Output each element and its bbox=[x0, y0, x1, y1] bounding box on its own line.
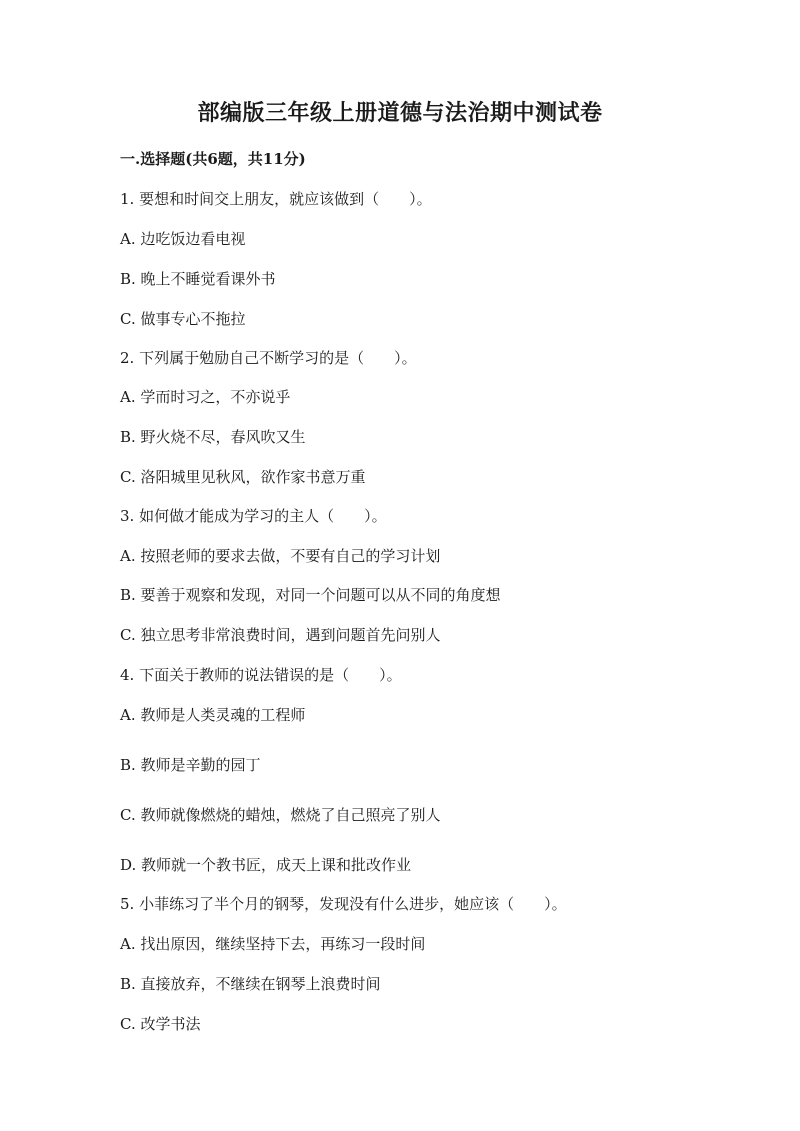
question-2-stem: 2. 下列属于勉励自己不断学习的是（ ）。 bbox=[120, 349, 417, 367]
question-3-option-a: A. 按照老师的要求去做，不要有自己的学习计划 bbox=[120, 547, 441, 565]
question-3-option-c: C. 独立思考非常浪费时间，遇到问题首先问别人 bbox=[120, 626, 441, 644]
question-2-option-c: C. 洛阳城里见秋风，欲作家书意万重 bbox=[120, 468, 366, 486]
section-heading: 一.选择题(共6题，共11分) bbox=[120, 150, 306, 168]
question-3-stem: 3. 如何做才能成为学习的主人（ ）。 bbox=[120, 507, 387, 525]
question-1-stem: 1. 要想和时间交上朋友，就应该做到（ ）。 bbox=[120, 190, 432, 208]
question-4-option-a: A. 教师是人类灵魂的工程师 bbox=[120, 706, 306, 724]
question-4-stem: 4. 下面关于教师的说法错误的是（ ）。 bbox=[120, 666, 402, 684]
question-1-option-b: B. 晚上不睡觉看课外书 bbox=[120, 270, 276, 288]
question-5-option-a: A. 找出原因，继续坚持下去，再练习一段时间 bbox=[120, 935, 426, 953]
question-1-option-a: A. 边吃饭边看电视 bbox=[120, 230, 246, 248]
question-2-option-a: A. 学而时习之，不亦说乎 bbox=[120, 388, 291, 406]
question-4-option-d: D. 教师就一个教书匠，成天上课和批改作业 bbox=[120, 856, 412, 874]
exam-title: 部编版三年级上册道德与法治期中测试卷 bbox=[197, 100, 603, 126]
question-2-option-b: B. 野火烧不尽，春风吹又生 bbox=[120, 428, 306, 446]
question-5-option-b: B. 直接放弃，不继续在钢琴上浪费时间 bbox=[120, 975, 381, 993]
question-4-option-b: B. 教师是辛勤的园丁 bbox=[120, 756, 261, 774]
question-5-stem: 5. 小菲练习了半个月的钢琴，发现没有什么进步，她应该（ ）。 bbox=[120, 895, 567, 913]
question-1-option-c: C. 做事专心不拖拉 bbox=[120, 310, 246, 328]
question-4-option-c: C. 教师就像燃烧的蜡烛，燃烧了自己照亮了别人 bbox=[120, 806, 441, 824]
question-3-option-b: B. 要善于观察和发现，对同一个问题可以从不同的角度想 bbox=[120, 586, 501, 604]
question-5-option-c: C. 改学书法 bbox=[120, 1015, 201, 1033]
